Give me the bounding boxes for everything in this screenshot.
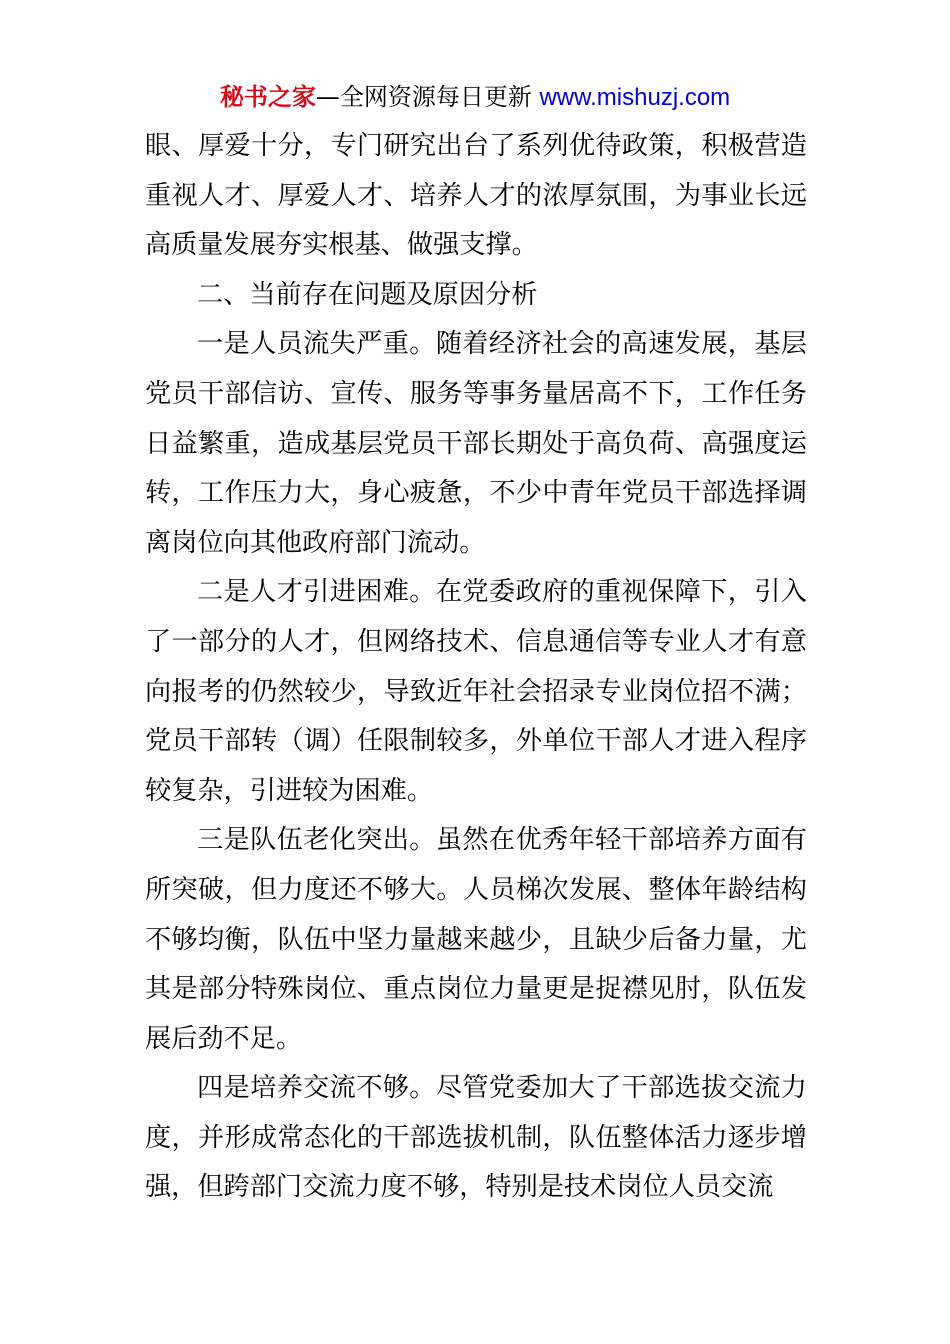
paragraph-continuation: 眼、厚爱十分，专门研究出台了系列优待政策，积极营造重视人才、厚爱人才、培养人才的浓厚氛围，为事业长远高质量发展夯实根基、做强支撑。: [145, 131, 807, 261]
paragraph-team-aging: 三是队伍老化突出。虽然在优秀年轻干部培养方面有所突破，但力度还不够大。人员梯次发展、整体年龄结构不够均衡，队伍中坚力量越来越少，且缺少后备力量，尤其是部分特殊岗位、重点岗位力量更是捉襟见肘，队伍发展后劲不足。: [145, 825, 807, 1054]
paragraph-training-exchange: 四是培养交流不够。尽管党委加大了干部选拔交流力度，并形成常态化的干部选拔机制，队伍整体活力逐步增强，但跨部门交流力度不够，特别是技术岗位人员交流: [145, 1073, 807, 1203]
paragraph-talent-recruitment: 二是人才引进困难。在党委政府的重视保障下，引入了一部分的人才，但网络技术、信息通信等专业人才有意向报考的仍然较少，导致近年社会招录专业岗位招不满；党员干部转（调）任限制较多，外单位干部人才进入程序较复杂，引进较为困难。: [145, 577, 807, 806]
section-heading: 二、当前存在问题及原因分析: [197, 279, 538, 310]
page-header: [0, 80, 950, 115]
site-url-link[interactable]: www.mishuzj.com: [539, 84, 731, 111]
site-tagline: —全网资源每日更新: [315, 83, 540, 111]
paragraph-staff-loss: 一是人员流失严重。随着经济社会的高速发展，基层党员干部信访、宣传、服务等事务量居高不下，工作任务日益繁重，造成基层党员干部长期处于高负荷、高强度运转，工作压力大，身心疲惫，不少中青年党员干部选择调离岗位向其他政府部门流动。: [145, 329, 807, 558]
site-brand: 秘书之家: [219, 83, 316, 111]
document-body: [145, 122, 807, 1213]
